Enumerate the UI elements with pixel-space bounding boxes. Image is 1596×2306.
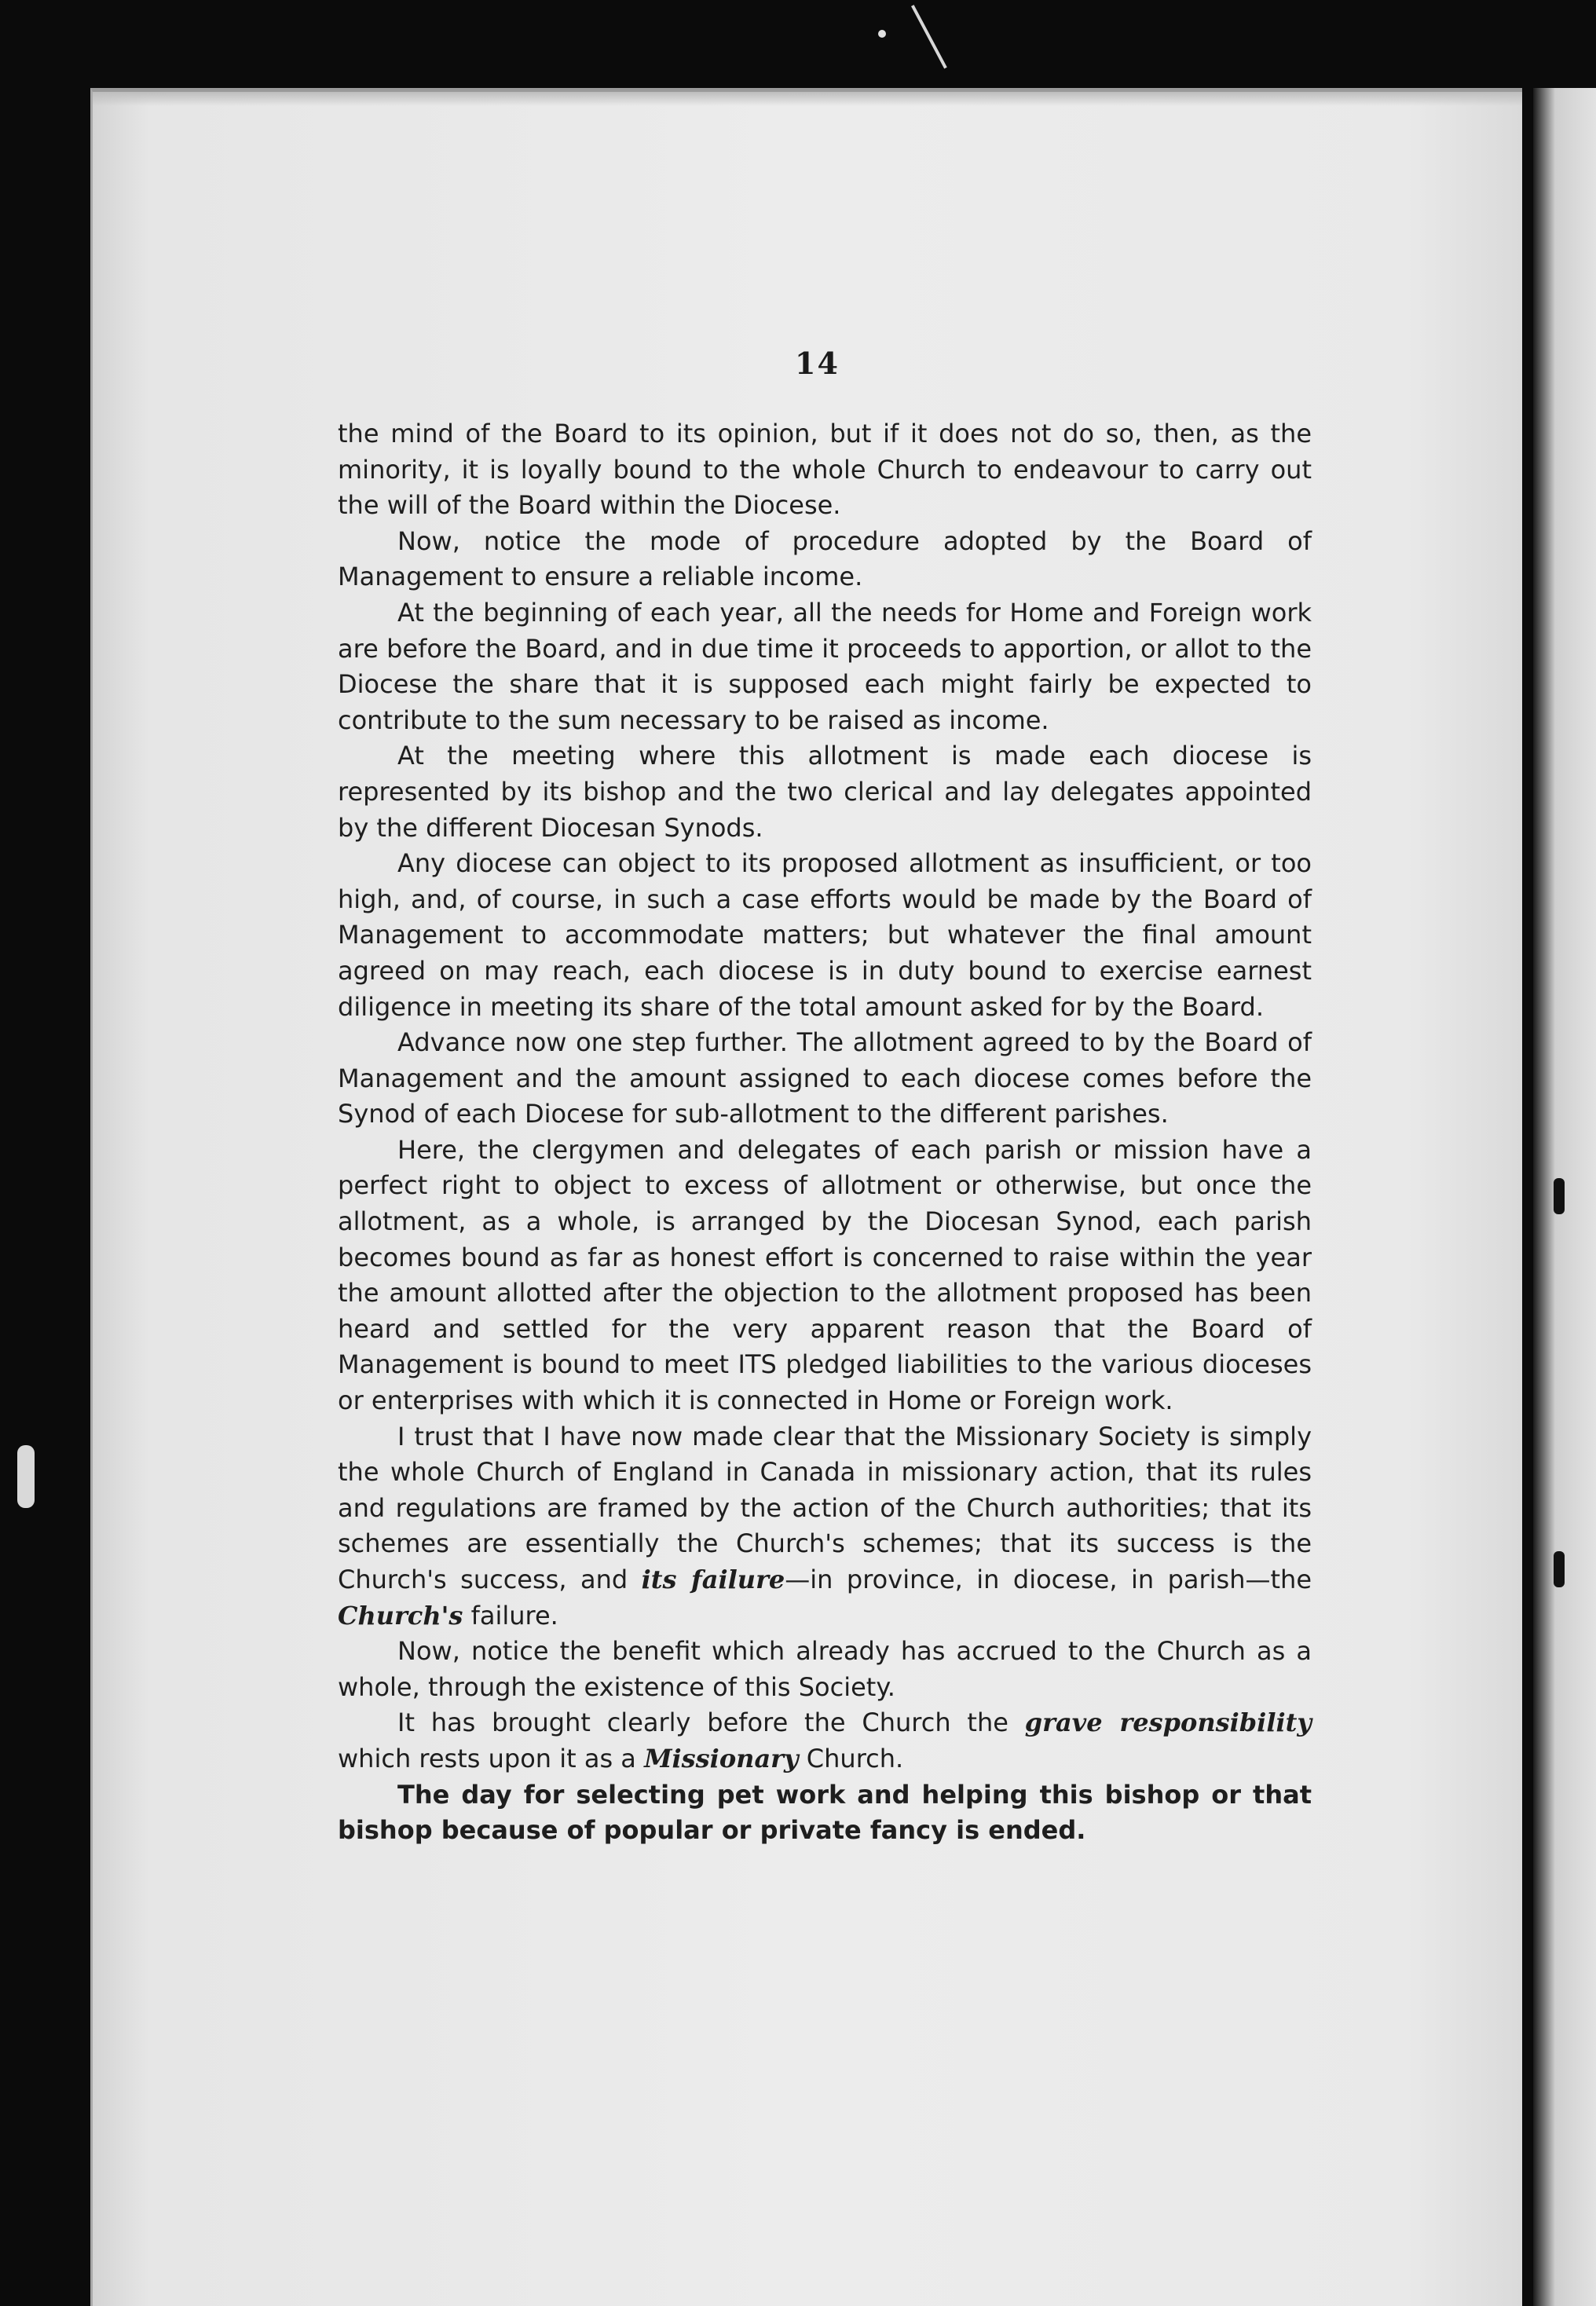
paragraph-text: I trust that I have now made clear that the Missionary Society is simply the whole Church of England in Canada in missionary action, that its rules and regulations are framed by the action of the Church authorities; that its schemes are essentially the Church's schemes; that its success is the Church's success, and	[338, 1421, 1312, 1594]
body-text	[338, 416, 1312, 1849]
scan-artifact-blob	[1554, 1178, 1565, 1214]
paragraph: the mind of the Board to its opinion, but if it does not do so, then, as the minority, it is loyally bound to the whole Church to endeavour to carry out the will of the Board within the Diocese.	[338, 419, 1312, 521]
paragraph: The day for selecting pet work and helping this bishop or that bishop because of popular or private fancy is ended.	[338, 1779, 1312, 1846]
paragraph	[338, 1419, 1312, 1634]
paragraph-text: Church.	[798, 1743, 904, 1773]
paragraph: Here, the clergymen and delegates of each parish or mission have a perfect right to object to excess of allotment or otherwise, but once the allotment, as a whole, is arranged by the Diocesan Synod, each parish becomes bound as far as honest effort is concerned to raise within the year the amount allotted after the objection to the allotment proposed has been heard and settled for the very apparent reason that the Board of Management is bound to meet ITS pledged liabilities to the various dioceses or enterprises with which it is connected in Home or Foreign work.	[338, 1134, 1312, 1416]
paragraph: Now, notice the mode of procedure adopted by the Board of Management to ensure a reliable income.	[338, 525, 1312, 592]
paragraph: At the beginning of each year, all the needs for Home and Foreign work are before the Board, and in due time it proceeds to apportion, or allot to the Diocese the share that it is supposed each might fairly be expected to contribute to the sum necessary to be raised as income.	[338, 597, 1312, 735]
paragraph: At the meeting where this allotment is made each diocese is represented by its bishop and the two clerical and lay delegates appointed by the different Diocesan Synods.	[338, 741, 1312, 843]
scan-artifact-dot	[878, 30, 886, 38]
paragraph-text: failure.	[463, 1600, 558, 1631]
paragraph: Any diocese can object to its proposed allotment as insufficient, or too high, and, of course, in such a case efforts would be made by the Board of Management to accommodate matters; but whatever the final amount agreed on may reach, each diocese is in duty bound to exercise earnest diligence in meeting its share of the total amount asked for by the Board.	[338, 848, 1312, 1022]
page-top-edge	[93, 92, 1522, 106]
scan-artifact-mark	[911, 5, 947, 68]
facing-page-edge	[1533, 88, 1596, 2306]
emphasis-text: Missionary	[644, 1743, 799, 1773]
page-number: 14	[795, 346, 840, 381]
paragraph	[338, 1705, 1312, 1777]
paragraph: Now, notice the benefit which already has accrued to the Church as a whole, through the existence of this Society.	[338, 1636, 1312, 1702]
paragraph-text: which rests upon it as a	[338, 1743, 645, 1773]
paragraph: Advance now one step further. The allotment agreed to by the Board of Management and the amount assigned to each diocese comes before the Synod of each Diocese for sub-allotment to the different parishes.	[338, 1027, 1312, 1129]
emphasis-text: grave responsibility	[1024, 1708, 1312, 1738]
scan-artifact-blob	[1554, 1551, 1565, 1587]
paragraph-text: It has brought clearly before the Church the	[397, 1708, 1025, 1738]
emphasis-text: Church's	[338, 1600, 463, 1631]
paragraph-text: —in province, in diocese, in parish—the	[785, 1565, 1312, 1594]
scan-artifact-blob	[17, 1445, 35, 1508]
emphasis-text: its failure	[641, 1565, 785, 1594]
